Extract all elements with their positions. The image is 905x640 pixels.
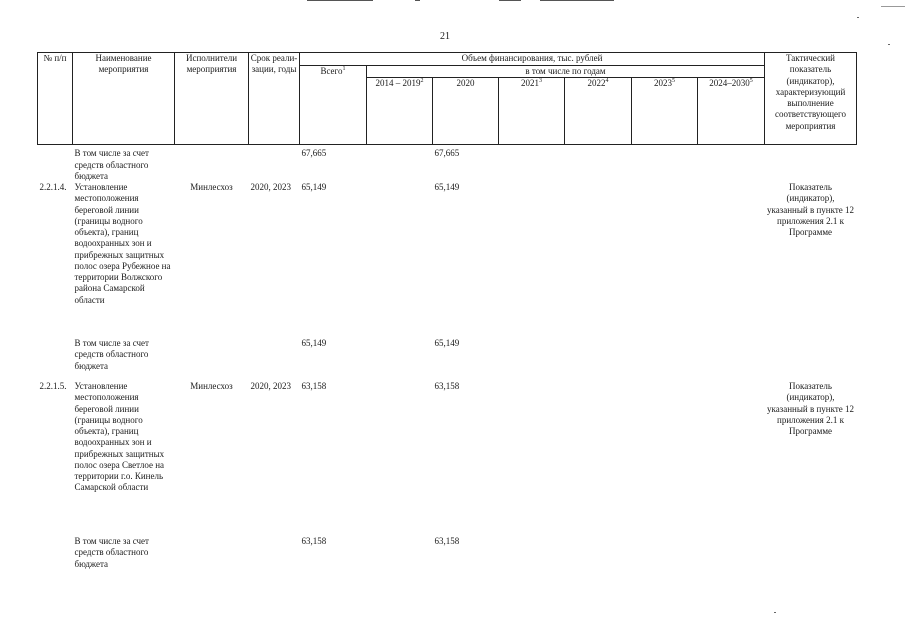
row-number: 2.2.1.4. <box>39 182 67 192</box>
row-total: 65,149 <box>301 338 327 348</box>
scan-mark <box>499 0 521 1</box>
row-number <box>38 338 73 381</box>
row-year-2020: 65,149 <box>434 338 460 348</box>
scan-speck <box>888 44 890 45</box>
row-number <box>38 536 73 576</box>
row-total: 67,665 <box>301 148 327 159</box>
row-term: 2020, 2023 <box>250 182 291 192</box>
row-name: Установление местоположения береговой линии (границы водного объекта), границ водоохранных зон и прибрежных защитных полос озера Рубежное на территории Волжского района Самарской области <box>74 182 171 305</box>
scan-corner-line <box>881 6 905 7</box>
header-term: Срок реали-зации, годы <box>249 53 300 145</box>
table-row <box>38 536 857 576</box>
row-indicator <box>765 145 857 182</box>
row-year-2020: 65,149 <box>434 182 460 192</box>
table-row <box>38 338 857 381</box>
header-year-2022: 2022$^4$ <box>565 78 632 145</box>
header-executors: Исполнители мероприятия <box>175 53 249 145</box>
table-row <box>38 381 857 536</box>
row-year-2020: 67,665 <box>434 148 460 159</box>
row-term <box>249 145 300 182</box>
row-executors <box>175 145 249 182</box>
header-year-2023: 2023$^5$ <box>632 78 698 145</box>
row-term <box>249 536 300 576</box>
row-year-2020: 63,158 <box>434 536 460 546</box>
row-executors: Минлесхоз <box>190 381 233 391</box>
funding-table <box>37 52 857 576</box>
header-funding: Объем финансирования, тыс. рублей <box>300 53 765 66</box>
row-total: 63,158 <box>301 381 327 391</box>
table-row <box>38 182 857 338</box>
row-executors <box>175 536 249 576</box>
row-term <box>249 338 300 381</box>
scan-mark <box>415 0 420 1</box>
row-year-2020: 63,158 <box>434 381 460 391</box>
row-indicator <box>765 338 857 381</box>
header-num: № п/п <box>38 53 73 145</box>
row-name: В том числе за счет средств областного бюджета <box>74 536 149 569</box>
header-year-2024-2030: 2024–2030$^5$ <box>698 78 765 145</box>
table-row <box>38 145 857 182</box>
row-name: В том числе за счет средств областного бюджета <box>74 148 149 181</box>
header-by-years: в том числе по годам <box>367 66 765 78</box>
header-year-2014-2019: 2014 – 2019$^2$ <box>367 78 433 145</box>
row-indicator <box>765 536 857 576</box>
scan-mark <box>540 0 614 1</box>
row-total: 65,149 <box>301 182 327 192</box>
header-name: Наименование мероприятия <box>73 53 175 145</box>
scan-speck <box>857 17 859 18</box>
row-executors <box>175 338 249 381</box>
row-term: 2020, 2023 <box>250 381 291 391</box>
header-indicator: Тактический показатель (индикатор), характеризующий выполнение соответствующего мероприятия <box>765 53 857 145</box>
header-year-2020: 2020 <box>433 78 499 145</box>
row-name: Установление местоположения береговой линии (границы водного объекта), границ водоохранных зон и прибрежных защитных полос озера Светлое на территории г.о. Кинель Самарской области <box>74 381 165 493</box>
row-indicator: Показатель (индикатор), указанный в пункте 12 приложения 2.1 к Программе <box>766 381 855 436</box>
row-name: В том числе за счет средств областного бюджета <box>74 338 149 371</box>
header-year-2021: 2021$^3$ <box>499 78 565 145</box>
page-number: 21 <box>440 31 450 42</box>
scan-mark <box>307 0 373 1</box>
row-number: 2.2.1.5. <box>39 381 67 391</box>
row-indicator: Показатель (индикатор), указанный в пункте 12 приложения 2.1 к Программе <box>766 182 855 237</box>
row-executors: Минлесхоз <box>190 182 233 192</box>
row-total: 63,158 <box>301 536 327 546</box>
row-number <box>38 145 73 182</box>
header-total: Всего$^1$ <box>300 66 367 145</box>
scan-speck <box>774 612 776 613</box>
